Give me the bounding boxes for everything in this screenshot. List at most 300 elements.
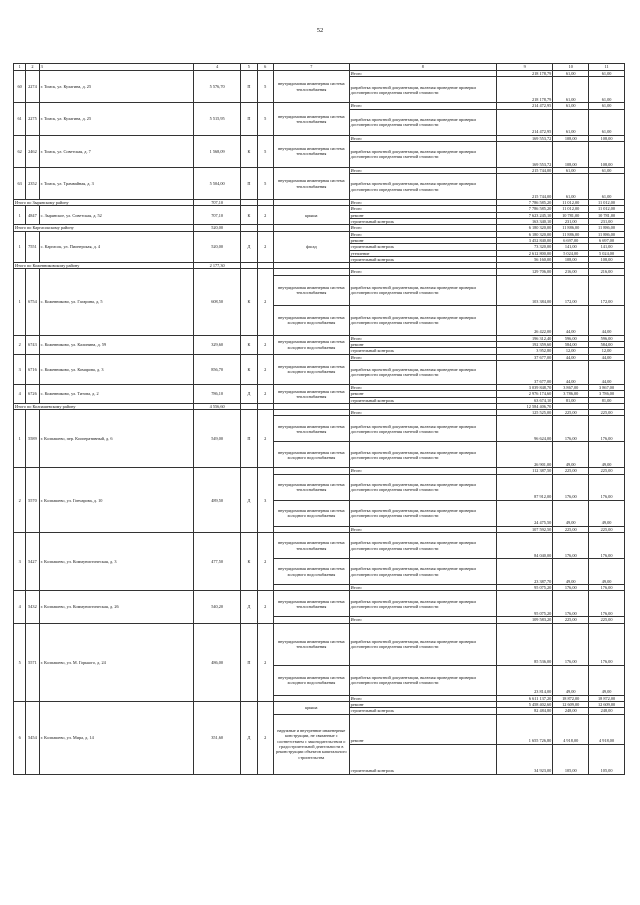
- row-number: 1: [14, 231, 26, 262]
- unit-cost: 176,00: [553, 591, 589, 617]
- area: 549,00: [194, 410, 241, 468]
- area: 707,10: [194, 206, 241, 225]
- unit-cost: 176,00: [553, 416, 589, 442]
- max-cost: 12,00: [589, 348, 625, 354]
- unit-cost: 231,00: [553, 219, 589, 225]
- unit-cost: 11 886,00: [553, 225, 589, 231]
- system: внутридомовая инженерная система теплоснабжения: [273, 71, 349, 103]
- house-code: 2274: [26, 71, 39, 103]
- row-number: 63: [14, 167, 26, 199]
- total-label: Итого: [349, 225, 496, 231]
- cost: 34 923,00: [497, 744, 553, 774]
- cost: 5 458 402,60: [497, 701, 553, 707]
- row-number: 1: [14, 410, 26, 468]
- work-type: ремонт: [349, 342, 496, 348]
- unit-cost: 225,00: [553, 410, 589, 416]
- total-label: Итого: [349, 103, 496, 109]
- district-total-label: Итого по Кожевниковскому району: [14, 263, 194, 269]
- unit-cost: 176,00: [553, 533, 589, 559]
- max-cost: 231,00: [589, 219, 625, 225]
- header-cell: 2: [26, 64, 39, 71]
- address: с. Кожевниково, ул. Гагарина, д. 5: [39, 269, 194, 335]
- address: г. Колпашево, пер. Кооперативный, д. 6: [39, 410, 194, 468]
- row-number: 3: [14, 354, 26, 384]
- cost: 2 612 800,00: [497, 250, 553, 256]
- cost: 192 359,60: [497, 342, 553, 348]
- cost: 26 901,00: [497, 442, 553, 468]
- floors: 2: [257, 206, 273, 225]
- unit-cost: 11 012,00: [553, 206, 589, 212]
- work-type: разработка проектной документации, включая проведение проверки достоверности определения сметной стоимости: [349, 360, 496, 384]
- unit-cost: 176,00: [553, 623, 589, 665]
- wall-type: К: [241, 206, 257, 225]
- max-cost: 108,00: [589, 141, 625, 167]
- unit-cost: 49,00: [553, 442, 589, 468]
- area: 5 515,95: [194, 103, 241, 135]
- row-number: 61: [14, 103, 26, 135]
- house-code: 2462: [26, 135, 39, 167]
- address: с. Кожевниково, ул. Калинина, д. 59: [39, 335, 194, 354]
- cost: 37 677,00: [497, 360, 553, 384]
- floors: 2: [257, 533, 273, 591]
- unit-cost: 10 781,00: [553, 212, 589, 218]
- work-type: разработка проектной документации, включая проведение проверки достоверности определения сметной стоимости: [349, 174, 496, 200]
- max-cost: 61,00: [589, 77, 625, 103]
- max-cost: 4 918,00: [589, 714, 625, 744]
- table-row: [14, 623, 625, 665]
- unit-cost: 176,00: [553, 474, 589, 500]
- header-cell: 3: [39, 64, 194, 71]
- wall-type: П: [241, 167, 257, 199]
- system: внутридомовая инженерная система теплоснабжения: [273, 167, 349, 199]
- max-cost: 176,00: [589, 585, 625, 591]
- cost: 84 040,00: [497, 533, 553, 559]
- table-row: [14, 135, 625, 141]
- address: с. Зырянское, ул. Советская, д. 52: [39, 206, 194, 225]
- unit-cost: 61,00: [553, 174, 589, 200]
- work-type: ремонт: [349, 391, 496, 397]
- unit-cost: 44,00: [553, 354, 589, 360]
- house-code: 6743: [26, 335, 39, 354]
- page-number: 52: [316, 27, 324, 34]
- cost: 23 387,70: [497, 559, 553, 585]
- house-code: 6726: [26, 384, 39, 403]
- max-cost: 61,00: [589, 109, 625, 135]
- area: 856,70: [194, 354, 241, 384]
- area: 608,50: [194, 269, 241, 335]
- max-cost: 216,00: [589, 269, 625, 275]
- cost: 96 624,00: [497, 416, 553, 442]
- max-cost: 44,00: [589, 360, 625, 384]
- total-label: Итого: [349, 231, 496, 237]
- floors: 2: [257, 384, 273, 403]
- work-type: разработка проектной документации, включая проведение проверки достоверности определения сметной стоимости: [349, 474, 496, 500]
- system: внутридомовая инженерная система теплоснабжения: [273, 416, 349, 442]
- district-total-area: 707,10: [194, 200, 241, 206]
- header-cell: 7: [273, 64, 349, 71]
- area: 489,50: [194, 468, 241, 533]
- floors: 5: [257, 71, 273, 103]
- unit-cost: 105,00: [553, 744, 589, 774]
- work-type: разработка проектной документации, включая проведение проверки достоверности определения сметной стоимости: [349, 442, 496, 468]
- table-row: [14, 591, 625, 617]
- cost: 7 623 245,10: [497, 212, 553, 218]
- district-total-label: Итого по Колпашевскому району: [14, 403, 194, 409]
- system: внутридомовая инженерная система теплоснабжения: [273, 384, 349, 403]
- address: г. Колпашево, ул. Гончарова, д. 10: [39, 468, 194, 533]
- wall-type: К: [241, 335, 257, 354]
- unit-cost: 3 786,00: [553, 391, 589, 397]
- max-cost: 3 867,00: [589, 384, 625, 390]
- cost: 125 525,00: [497, 410, 553, 416]
- unit-cost: 12 609,00: [553, 701, 589, 707]
- system: внутридомовая инженерная система холодного водоснабжения: [273, 335, 349, 354]
- system: внутридомовая инженерная система теплоснабжения: [273, 591, 349, 617]
- max-cost: 596,00: [589, 335, 625, 341]
- system: внутридомовая инженерная система холодного водоснабжения: [273, 442, 349, 468]
- cost: 7 786 585,20: [497, 200, 553, 206]
- unit-cost: 596,00: [553, 335, 589, 341]
- house-code: 7551: [26, 231, 39, 262]
- unit-cost: 108,00: [553, 256, 589, 262]
- work-type: разработка проектной документации, включая проведение проверки достоверности определения сметной стоимости: [349, 305, 496, 335]
- address: г. Томск, ул. Кулагина, д. 25: [39, 71, 194, 103]
- area: 520,00: [194, 231, 241, 262]
- cost: 2 976 174,60: [497, 391, 553, 397]
- work-type: разработка проектной документации, включая проведение проверки достоверности определения сметной стоимости: [349, 665, 496, 695]
- max-cost: 12 609,00: [589, 701, 625, 707]
- max-cost: 3 786,00: [589, 391, 625, 397]
- address: г. Томск, ул. Советская, д. 7: [39, 135, 194, 167]
- cost: 103 384,00: [497, 275, 553, 305]
- header-cell: 1: [14, 64, 26, 71]
- system: крыша: [273, 206, 349, 225]
- area: 477,50: [194, 533, 241, 591]
- system: внутридомовая инженерная система теплоснабжения: [273, 474, 349, 500]
- system: внутридомовая инженерная система холодного водоснабжения: [273, 665, 349, 695]
- unit-cost: 225,00: [553, 617, 589, 623]
- system: наружные и внутренние инженерные конструкции, не связанные с соответствием с законодательством о градостроительной деятельности в реконструкции объектов капитального строительства: [273, 714, 349, 774]
- work-type: ремонт: [349, 237, 496, 243]
- row-number: 5: [14, 623, 26, 701]
- max-cost: 11 886,00: [589, 225, 625, 231]
- unit-cost: 176,00: [553, 585, 589, 591]
- work-type: ремонт: [349, 701, 496, 707]
- max-cost: 5 024,00: [589, 250, 625, 256]
- address: г. Колпашево, ул. М. Горького, д. 24: [39, 623, 194, 701]
- max-cost: 49,00: [589, 665, 625, 695]
- system: внутридомовая инженерная система холодного водоснабжения: [273, 559, 349, 585]
- house-code: 6754: [26, 269, 39, 335]
- total-label: Итого: [349, 206, 496, 212]
- total-label: Итого: [349, 167, 496, 173]
- max-cost: 584,00: [589, 342, 625, 348]
- max-cost: 225,00: [589, 468, 625, 474]
- cost: 6 180 320,00: [497, 225, 553, 231]
- cost: 95 075,20: [497, 585, 553, 591]
- wall-type: К: [241, 269, 257, 335]
- row-number: 1: [14, 269, 26, 335]
- unit-cost: 225,00: [553, 526, 589, 532]
- table-row: [14, 335, 625, 341]
- max-cost: 44,00: [589, 305, 625, 335]
- max-cost: 225,00: [589, 617, 625, 623]
- cost: 6 180 320,00: [497, 231, 553, 237]
- area: 5 576,70: [194, 71, 241, 103]
- total-label: Итого: [349, 410, 496, 416]
- district-total-area: 520,00: [194, 225, 241, 231]
- total-label: Итого: [349, 468, 496, 474]
- district-total-area: 2 177,30: [194, 263, 241, 269]
- max-cost: 6 697,00: [589, 237, 625, 243]
- row-number: 2: [14, 335, 26, 354]
- floors: 5: [257, 103, 273, 135]
- cost: 218 178,79: [497, 77, 553, 103]
- cost: 24 475,50: [497, 500, 553, 526]
- max-cost: 172,00: [589, 275, 625, 305]
- cost: 87 912,00: [497, 474, 553, 500]
- floors: 2: [257, 410, 273, 468]
- wall-type: К: [241, 533, 257, 591]
- max-cost: 81,00: [589, 397, 625, 403]
- house-code: 5570: [26, 468, 39, 533]
- area: 5 504,00: [194, 167, 241, 199]
- house-code: 6716: [26, 354, 39, 384]
- header-cell: 10: [553, 64, 589, 71]
- max-cost: 225,00: [589, 526, 625, 532]
- cost: 3 952,80: [497, 348, 553, 354]
- area: 540,20: [194, 591, 241, 623]
- total-label: Итого: [349, 526, 496, 532]
- address: г. Томск, ул. Кулагина, д. 25: [39, 103, 194, 135]
- cost: 218 178,79: [497, 71, 553, 77]
- floors: 2: [257, 354, 273, 384]
- row-number: 6: [14, 701, 26, 774]
- table-row: [14, 701, 625, 707]
- wall-type: Д: [241, 231, 257, 262]
- cost: 112 387,50: [497, 468, 553, 474]
- cost: 109 583,20: [497, 617, 553, 623]
- max-cost: 176,00: [589, 623, 625, 665]
- house-code: 5571: [26, 623, 39, 701]
- cost: 163 340,10: [497, 219, 553, 225]
- work-type: ремонт: [349, 212, 496, 218]
- unit-cost: 18 872,00: [553, 695, 589, 701]
- header-row: [14, 64, 625, 71]
- house-code: 2352: [26, 167, 39, 199]
- work-type: разработка проектной документации, включая проведение проверки достоверности определения сметной стоимости: [349, 559, 496, 585]
- work-type: строительный контроль: [349, 244, 496, 250]
- wall-type: П: [241, 103, 257, 135]
- table-row: [14, 167, 625, 173]
- total-label: Итого: [349, 354, 496, 360]
- unit-cost: 11 886,00: [553, 231, 589, 237]
- unit-cost: 49,00: [553, 500, 589, 526]
- address: г. Томск, ул. Трамвайная, д. 3: [39, 167, 194, 199]
- total-label: Итого: [349, 335, 496, 341]
- district-total-area: 4 556,60: [194, 403, 241, 409]
- wall-type: Д: [241, 384, 257, 403]
- unit-cost: 49,00: [553, 665, 589, 695]
- header-cell: 8: [349, 64, 496, 71]
- total-label: Итого: [349, 71, 496, 77]
- district-total-label: Итого по Зырянскому району: [14, 200, 194, 206]
- max-cost: 11 886,00: [589, 231, 625, 237]
- work-type: разработка проектной документации, включая проведение проверки достоверности определения сметной стоимости: [349, 141, 496, 167]
- work-type: разработка проектной документации, включая проведение проверки достоверности определения сметной стоимости: [349, 623, 496, 665]
- system: внутридомовая инженерная система теплоснабжения: [273, 533, 349, 559]
- work-type: разработка проектной документации, включая проведение проверки достоверности определения сметной стоимости: [349, 591, 496, 617]
- wall-type: П: [241, 410, 257, 468]
- cost: 56 160,00: [497, 256, 553, 262]
- system: внутридомовая инженерная система теплоснабжения: [273, 135, 349, 167]
- header-cell: 9: [497, 64, 553, 71]
- max-cost: 49,00: [589, 559, 625, 585]
- system: внутридомовая инженерная система теплоснабжения: [273, 623, 349, 665]
- system: внутридомовая инженерная система холодного водоснабжения: [273, 354, 349, 384]
- max-cost: 176,00: [589, 416, 625, 442]
- work-type: разработка проектной документации, включая проведение проверки достоверности определения сметной стоимости: [349, 533, 496, 559]
- max-cost: 225,00: [589, 410, 625, 416]
- area: 351,60: [194, 701, 241, 774]
- cost: 82 484,80: [497, 708, 553, 714]
- max-cost: 11 012,00: [589, 200, 625, 206]
- work-type: утепление: [349, 250, 496, 256]
- max-cost: 105,00: [589, 744, 625, 774]
- max-cost: 248,00: [589, 708, 625, 714]
- area: 786,10: [194, 384, 241, 403]
- work-type: разработка проектной документации, включая проведение проверки достоверности определения сметной стоимости: [349, 416, 496, 442]
- unit-cost: 81,00: [553, 397, 589, 403]
- max-cost: 11 012,00: [589, 206, 625, 212]
- unit-cost: 61,00: [553, 77, 589, 103]
- unit-cost: 11 012,00: [553, 200, 589, 206]
- cost: 63 674,10: [497, 397, 553, 403]
- table-row: [14, 206, 625, 212]
- work-type: строительный контроль: [349, 219, 496, 225]
- total-label: Итого: [349, 585, 496, 591]
- max-cost: 61,00: [589, 174, 625, 200]
- unit-cost: 3 867,00: [553, 384, 589, 390]
- wall-type: К: [241, 135, 257, 167]
- unit-cost: 49,00: [553, 559, 589, 585]
- area: 329,60: [194, 335, 241, 354]
- table-row: [14, 384, 625, 390]
- cost: 26 422,00: [497, 305, 553, 335]
- row-number: 4: [14, 384, 26, 403]
- cost: 129 706,00: [497, 269, 553, 275]
- cost: 37 677,00: [497, 354, 553, 360]
- house-code: 5454: [26, 701, 39, 774]
- repair-register-table: [13, 63, 625, 775]
- floors: 2: [257, 623, 273, 701]
- row-number: 3: [14, 533, 26, 591]
- work-type: строительный контроль: [349, 744, 496, 774]
- table-row: [14, 103, 625, 109]
- max-cost: 108,00: [589, 135, 625, 141]
- unit-cost: 141,00: [553, 244, 589, 250]
- table-row: [14, 533, 625, 559]
- cost: 215 744,00: [497, 167, 553, 173]
- cost: 12 584 406,70: [497, 403, 553, 409]
- area: 486,00: [194, 623, 241, 701]
- work-type: разработка проектной документации, включая проведение проверки достоверности определения сметной стоимости: [349, 500, 496, 526]
- wall-type: Д: [241, 591, 257, 623]
- unit-cost: 12,00: [553, 348, 589, 354]
- max-cost: 10 781,00: [589, 212, 625, 218]
- row-number: 60: [14, 71, 26, 103]
- area: 1 568,09: [194, 135, 241, 167]
- total-label: Итого: [349, 200, 496, 206]
- total-label: Итого: [349, 617, 496, 623]
- address: г. Колпашево, ул. Коммунистическая, д. 26: [39, 591, 194, 623]
- row-number: 1: [14, 206, 26, 225]
- address: с. Каргасок, ул. Пионерская, д. 4: [39, 231, 194, 262]
- house-code: 5589: [26, 410, 39, 468]
- total-label: Итого: [349, 695, 496, 701]
- system: фасад: [273, 231, 349, 262]
- address: г. Колпашево, ул. Коммунистическая, д. 3: [39, 533, 194, 591]
- unit-cost: 6 697,00: [553, 237, 589, 243]
- unit-cost: 44,00: [553, 360, 589, 384]
- cost: 3 452 840,00: [497, 237, 553, 243]
- max-cost: 49,00: [589, 442, 625, 468]
- floors: 2: [257, 231, 273, 262]
- unit-cost: 225,00: [553, 468, 589, 474]
- max-cost: 61,00: [589, 71, 625, 77]
- cost: 196 312,40: [497, 335, 553, 341]
- work-type: строительный контроль: [349, 397, 496, 403]
- table-row: [14, 71, 625, 77]
- row-number: 4: [14, 591, 26, 623]
- header-cell: 11: [589, 64, 625, 71]
- total-label: Итого: [349, 384, 496, 390]
- work-type: ремонт: [349, 714, 496, 744]
- work-type: строительный контроль: [349, 256, 496, 262]
- cost: 6 611 137,20: [497, 695, 553, 701]
- max-cost: 108,00: [589, 256, 625, 262]
- house-code: 5427: [26, 533, 39, 591]
- unit-cost: 61,00: [553, 71, 589, 77]
- work-type: строительный контроль: [349, 348, 496, 354]
- house-code: 4847: [26, 206, 39, 225]
- row-number: 2: [14, 468, 26, 533]
- floors: 5: [257, 135, 273, 167]
- cost: 85 536,00: [497, 623, 553, 665]
- cost: 214 472,95: [497, 103, 553, 109]
- floors: 2: [257, 269, 273, 335]
- max-cost: 141,00: [589, 244, 625, 250]
- floors: 2: [257, 591, 273, 623]
- cost: 7 786 585,20: [497, 206, 553, 212]
- system: крыша: [273, 701, 349, 714]
- wall-type: Д: [241, 701, 257, 774]
- table-row: [14, 231, 625, 237]
- header-cell: 6: [257, 64, 273, 71]
- unit-cost: 4 918,00: [553, 714, 589, 744]
- unit-cost: 248,00: [553, 708, 589, 714]
- unit-cost: 61,00: [553, 109, 589, 135]
- max-cost: 49,00: [589, 500, 625, 526]
- total-label: Итого: [349, 269, 496, 275]
- header-cell: 5: [241, 64, 257, 71]
- max-cost: 176,00: [589, 474, 625, 500]
- work-type: разработка проектной документации, включая проведение проверки достоверности определения сметной стоимости: [349, 77, 496, 103]
- house-code: 5432: [26, 591, 39, 623]
- max-cost: 18 872,00: [589, 695, 625, 701]
- system: внутридомовая инженерная система холодного водоснабжения: [273, 305, 349, 335]
- cost: 214 472,95: [497, 109, 553, 135]
